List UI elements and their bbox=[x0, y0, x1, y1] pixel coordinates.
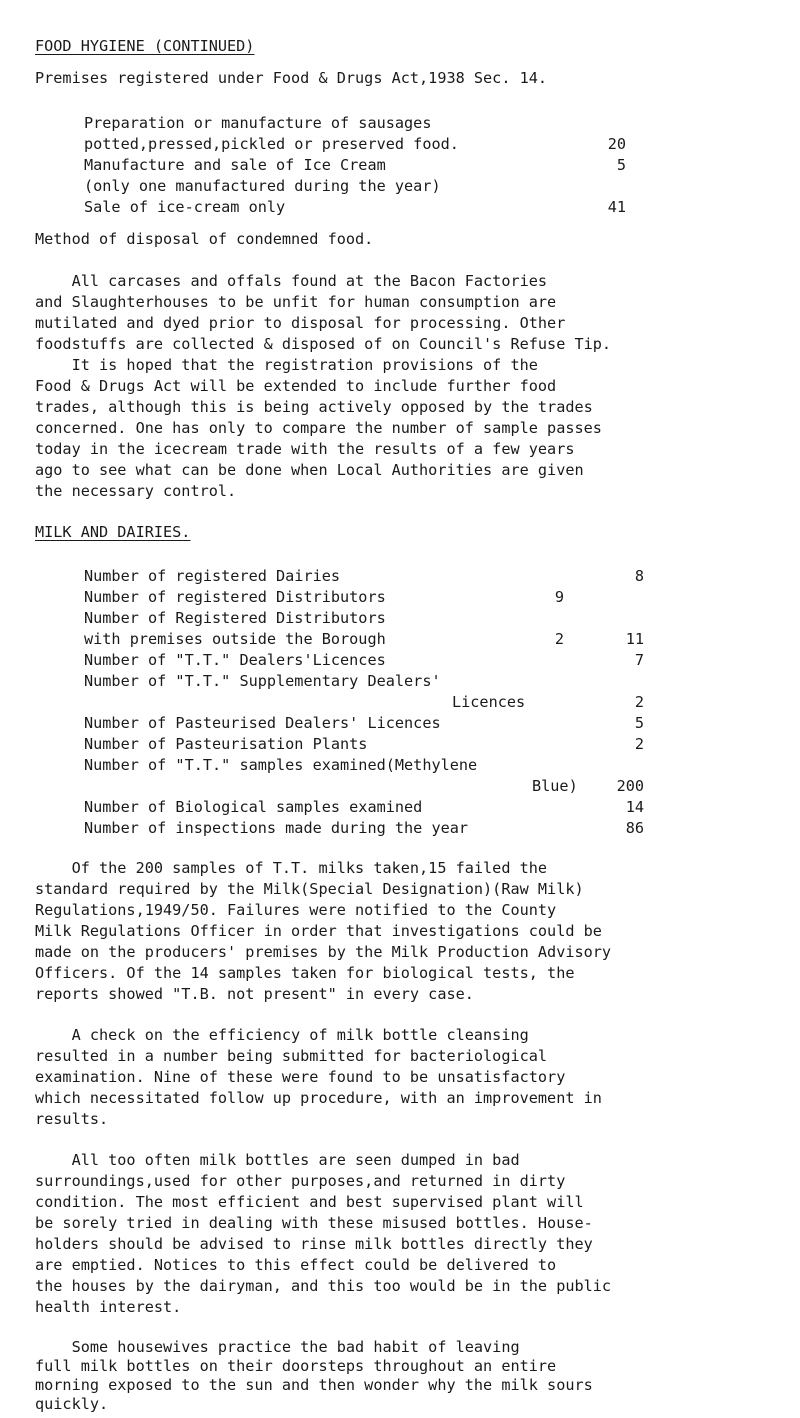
list-item-label: Preparation or manufacture of sausages bbox=[84, 114, 432, 132]
stat-value: 8 bbox=[634, 567, 644, 585]
paragraph-line: and Slaughterhouses to be unfit for human consumption are bbox=[35, 293, 557, 311]
list-item-value: 5 bbox=[616, 156, 626, 174]
stat-label: with premises outside the Borough bbox=[84, 630, 386, 648]
stat-label: Number of Biological samples examined bbox=[84, 798, 423, 816]
paragraph-line: examination. Nine of these were found to be unsatisfactory bbox=[35, 1068, 566, 1086]
paragraph-line: Food & Drugs Act will be extended to include further food bbox=[35, 377, 557, 395]
registered-premises-title: Premises registered under Food & Drugs Act,1938 Sec. 14. bbox=[35, 69, 548, 87]
paragraph-line: concerned. One has only to compare the number of sample passes bbox=[35, 419, 602, 437]
paragraph-line: Some housewives practice the bad habit of leaving bbox=[35, 1338, 520, 1356]
paragraph-line: the houses by the dairyman, and this too would be in the public bbox=[35, 1277, 612, 1295]
stat-value: 14 bbox=[625, 798, 644, 816]
paragraph-line: full milk bottles on their doorsteps throughout an entire bbox=[35, 1357, 557, 1375]
paragraph-line: It is hoped that the registration provisions of the bbox=[35, 356, 538, 374]
paragraph-line: mutilated and dyed prior to disposal for processing. Other bbox=[35, 314, 566, 332]
paragraph-line: results. bbox=[35, 1110, 109, 1128]
stat-label: Number of Pasteurisation Plants bbox=[84, 735, 368, 753]
stat-value: 86 bbox=[625, 819, 644, 837]
page-header: FOOD HYGIENE (CONTINUED) bbox=[35, 37, 255, 55]
paragraph-line: health interest. bbox=[35, 1298, 182, 1316]
stat-label: Licences bbox=[452, 693, 526, 711]
paragraph-line: Milk Regulations Officer in order that investigations could be bbox=[35, 922, 602, 940]
paragraph-line: reports showed "T.B. not present" in every case. bbox=[35, 985, 474, 1003]
paragraph-line: today in the icecream trade with the results of a few years bbox=[35, 440, 575, 458]
paragraph-line: Regulations,1949/50. Failures were notified to the County bbox=[35, 901, 557, 919]
disposal-title: Method of disposal of condemned food. bbox=[35, 230, 374, 248]
paragraph-line: holders should be advised to rinse milk bottles directly they bbox=[35, 1235, 593, 1253]
list-item-value: 20 bbox=[607, 135, 626, 153]
stat-label: Number of registered Dairies bbox=[84, 567, 341, 585]
paragraph-line: morning exposed to the sun and then wonder why the milk sours bbox=[35, 1376, 593, 1394]
stat-label: Number of "T.T." Dealers'Licences bbox=[84, 651, 386, 669]
paragraph-line: surroundings,used for other purposes,and returned in dirty bbox=[35, 1172, 566, 1190]
stat-label: Number of Registered Distributors bbox=[84, 609, 386, 627]
paragraph-line: resulted in a number being submitted for bacteriological bbox=[35, 1047, 548, 1065]
list-item-label: potted,pressed,pickled or preserved food. bbox=[84, 135, 459, 153]
paragraph-line: be sorely tried in dealing with these misused bottles. House- bbox=[35, 1214, 593, 1232]
list-item-label: (only one manufactured during the year) bbox=[84, 177, 441, 195]
paragraph-line: Of the 200 samples of T.T. milks taken,15 failed the bbox=[35, 859, 548, 877]
stat-sub-value: 2 bbox=[554, 630, 564, 648]
paragraph-line: made on the producers' premises by the Milk Production Advisory bbox=[35, 943, 612, 961]
paragraph-line: quickly. bbox=[35, 1395, 109, 1413]
paragraph-line: trades, although this is being actively opposed by the trades bbox=[35, 398, 593, 416]
stat-label: Blue) bbox=[532, 777, 578, 795]
stat-sub-value: 9 bbox=[554, 588, 564, 606]
paragraph-line: foodstuffs are collected & disposed of on Council's Refuse Tip. bbox=[35, 335, 612, 353]
milk-dairies-heading: MILK AND DAIRIES. bbox=[35, 523, 191, 541]
paragraph-line: standard required by the Milk(Special Designation)(Raw Milk) bbox=[35, 880, 584, 898]
stat-value: 11 bbox=[625, 630, 644, 648]
paragraph-line: A check on the efficiency of milk bottle cleansing bbox=[35, 1026, 529, 1044]
stat-label: Number of Pasteurised Dealers' Licences bbox=[84, 714, 441, 732]
paragraph-line: All carcases and offals found at the Bacon Factories bbox=[35, 272, 548, 290]
list-item-label: Manufacture and sale of Ice Cream bbox=[84, 156, 386, 174]
list-item-value: 41 bbox=[607, 198, 626, 216]
stat-value: 200 bbox=[616, 777, 644, 795]
paragraph-line: All too often milk bottles are seen dumped in bad bbox=[35, 1151, 520, 1169]
stat-value: 7 bbox=[634, 651, 644, 669]
paragraph-line: are emptied. Notices to this effect could be delivered to bbox=[35, 1256, 557, 1274]
stat-value: 5 bbox=[634, 714, 644, 732]
stat-label: Number of "T.T." samples examined(Methylene bbox=[84, 756, 478, 774]
paragraph-line: which necessitated follow up procedure, with an improvement in bbox=[35, 1089, 602, 1107]
stat-label: Number of registered Distributors bbox=[84, 588, 386, 606]
stat-value: 2 bbox=[634, 735, 644, 753]
paragraph-line: ago to see what can be done when Local Authorities are given bbox=[35, 461, 584, 479]
stat-label: Number of inspections made during the year bbox=[84, 819, 469, 837]
list-item-label: Sale of ice-cream only bbox=[84, 198, 286, 216]
stat-value: 2 bbox=[634, 693, 644, 711]
paragraph-line: Officers. Of the 14 samples taken for biological tests, the bbox=[35, 964, 575, 982]
stat-label: Number of "T.T." Supplementary Dealers' bbox=[84, 672, 441, 690]
paragraph-line: the necessary control. bbox=[35, 482, 237, 500]
paragraph-line: condition. The most efficient and best supervised plant will bbox=[35, 1193, 584, 1211]
